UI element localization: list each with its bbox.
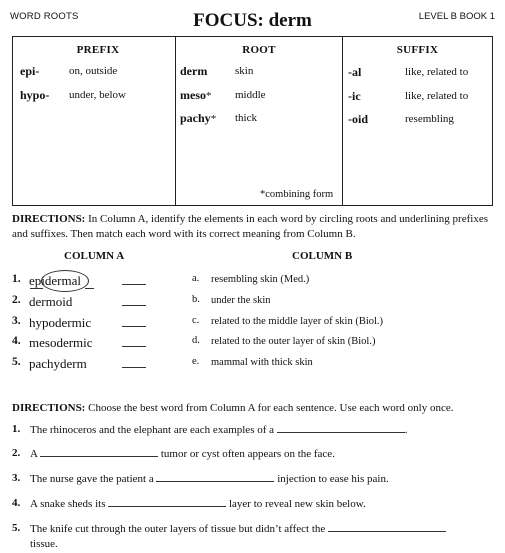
header-right: LEVEL B BOOK 1 (418, 11, 495, 22)
column-b-heading: COLUMN B (292, 250, 353, 262)
column-b-meaning: related to the outer layer of skin (Biol.) (211, 336, 376, 347)
item-number: 1. (12, 423, 21, 435)
prefix-term: epi- (20, 64, 40, 78)
matching-row (12, 294, 492, 312)
root-meaning: middle (235, 89, 266, 101)
prefix-row (20, 64, 118, 79)
directions-label: DIRECTIONS: (12, 213, 86, 225)
item-number: 5. (12, 356, 21, 368)
sentence-continuation: tissue. (30, 538, 58, 550)
item-number: 4. (12, 497, 21, 509)
item-number: 5. (12, 522, 21, 534)
directions-text: Choose the best word from Column A for each sentence. Use each word only once. (85, 402, 454, 414)
root-column (175, 37, 343, 205)
sentence-text: The rhinoceros and the elephant are each examples of a (30, 424, 277, 436)
combining-form-mark: * (210, 113, 217, 125)
column-a-word: pachyderm (29, 356, 87, 371)
root-row (180, 88, 266, 103)
root-meaning: skin (235, 65, 254, 77)
matching-row (12, 335, 492, 353)
answer-blank[interactable] (122, 284, 146, 285)
item-number: 1. (12, 273, 21, 285)
column-a-heading: COLUMN A (64, 250, 125, 262)
item-number: 2. (12, 447, 21, 459)
option-letter: e. (192, 356, 200, 367)
matching-row (12, 356, 492, 374)
prefix-meaning: on, outside (69, 65, 118, 77)
suffix-row (348, 89, 469, 104)
sentence-text: A (30, 448, 41, 460)
sentence-text: The nurse gave the patient a (30, 473, 157, 485)
suffix-term: -al (348, 65, 362, 79)
root-term: derm (180, 64, 208, 78)
root-circle-mark (41, 270, 89, 292)
option-letter: c. (192, 315, 200, 326)
item-number: 4. (12, 335, 21, 347)
suffix-row (348, 65, 469, 80)
item-number: 3. (12, 315, 21, 327)
suffix-underline-mark (85, 288, 94, 289)
item-number: 2. (12, 294, 21, 306)
column-b-meaning: mammal with thick skin (211, 357, 313, 368)
column-a-word: dermoid (29, 294, 73, 309)
sentence-text: A snake sheds its (30, 498, 109, 510)
suffix-row (348, 112, 454, 127)
suffix-heading: SUFFIX (396, 44, 439, 56)
answer-blank[interactable] (122, 346, 146, 347)
sentence-text: injection to ease his pain. (274, 473, 389, 485)
column-b-meaning: related to the middle layer of skin (Biol.) (211, 316, 384, 327)
column-a-word: hypodermic (29, 315, 92, 330)
column-a-word: mesodermic (29, 335, 93, 350)
prefix-underline-mark (30, 288, 43, 289)
suffix-meaning: resembling (405, 113, 454, 125)
option-letter: a. (192, 273, 200, 284)
prefix-row (20, 88, 126, 103)
answer-blank[interactable] (156, 471, 274, 482)
answer-blank[interactable] (122, 367, 146, 368)
column-b-meaning: resembling skin (Med.) (211, 274, 310, 285)
directions-column-match (12, 212, 497, 242)
combining-form-note: *combining form (260, 189, 334, 200)
root-term: meso (180, 88, 206, 102)
answer-blank[interactable] (122, 326, 146, 327)
answer-blank[interactable] (122, 305, 146, 306)
root-term: pachy (180, 111, 211, 125)
root-meaning: thick (235, 112, 257, 124)
prefix-heading: PREFIX (76, 44, 120, 56)
sentence-text: The knife cut through the outer layers of tissue but didn’t affect the (30, 523, 329, 535)
answer-blank[interactable] (328, 521, 446, 532)
directions-sentences (12, 401, 497, 416)
sentence-text: tumor or cyst often appears on the face. (158, 448, 335, 460)
suffix-meaning: like, related to (405, 90, 469, 102)
answer-blank[interactable] (40, 446, 158, 457)
root-row (180, 111, 257, 126)
prefix-meaning: under, below (69, 89, 126, 101)
sentence-text: layer to reveal new skin below. (226, 498, 366, 510)
suffix-column (343, 37, 492, 205)
page-title: FOCUS: derm (193, 10, 312, 31)
matching-row (12, 315, 492, 333)
root-row (180, 64, 254, 79)
column-a-word: epidermal (29, 273, 81, 288)
sentence-text: . (404, 424, 408, 436)
answer-blank[interactable] (108, 496, 226, 507)
header-left: WORD ROOTS (10, 11, 79, 22)
answer-blank[interactable] (277, 422, 405, 433)
option-letter: b. (192, 294, 200, 305)
word-elements-table (12, 36, 493, 206)
suffix-meaning: like, related to (405, 66, 469, 78)
prefix-term: hypo- (20, 88, 50, 102)
combining-form-mark: * (206, 90, 212, 102)
suffix-term: -ic (348, 89, 361, 103)
directions-label: DIRECTIONS: (12, 402, 86, 414)
root-heading: ROOT (242, 44, 276, 56)
prefix-column (13, 37, 175, 205)
directions-text: In Column A, identify the elements in each word by circling roots and underlining prefixes and suffixes. Then match each word with its correct meaning from Column B. (12, 213, 488, 240)
item-number: 3. (12, 472, 21, 484)
option-letter: d. (192, 335, 200, 346)
column-b-meaning: under the skin (211, 295, 271, 306)
suffix-term: -oid (348, 112, 369, 126)
